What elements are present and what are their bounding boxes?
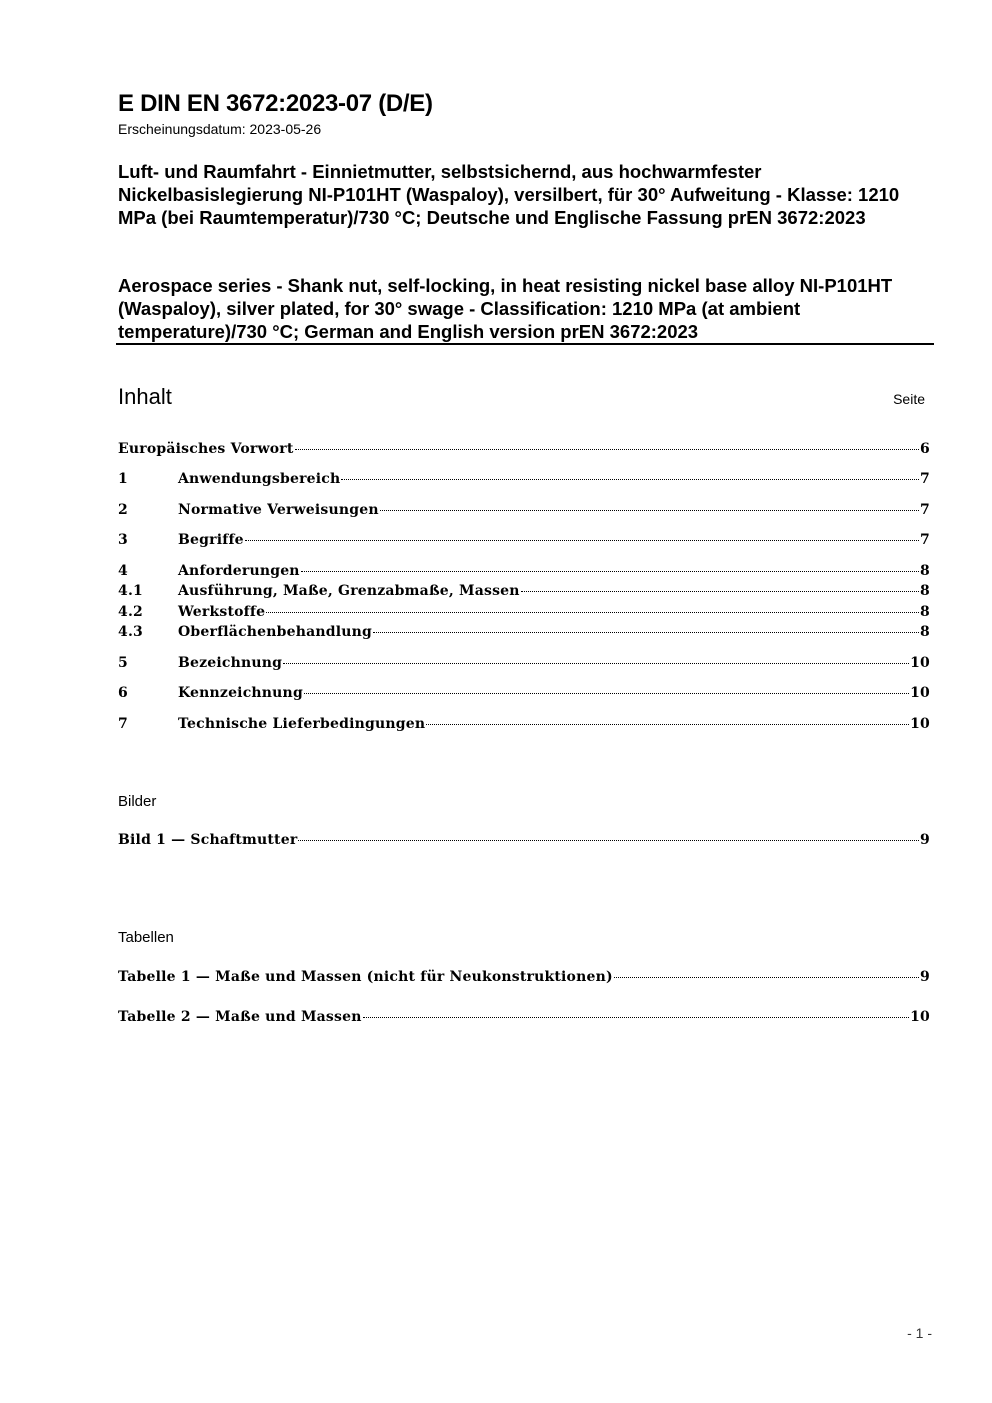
title-divider — [116, 343, 934, 345]
toc-entry-title: Anforderungen — [178, 563, 300, 579]
toc-entry-number: 5 — [118, 655, 128, 671]
figure-entry-title: Bild 1 — Schaftmutter — [118, 832, 298, 848]
toc-entry-number: 3 — [118, 532, 128, 548]
figure-entry-1[interactable] — [118, 832, 930, 851]
toc-entry-title: Kennzeichnung — [178, 685, 303, 701]
table-entry-page: 10 — [910, 1009, 930, 1025]
toc-entry-4-1[interactable] — [118, 583, 930, 602]
toc-leader — [298, 840, 919, 841]
toc-leader — [373, 632, 919, 633]
toc-entry-page: 7 — [920, 471, 930, 487]
title-german: Luft- und Raumfahrt - Einnietmutter, selbstsichernd, aus hochwarmfester Nickelbasislegierung NI-P101HT (Waspaloy), versilbert, für 30° Aufweitung - Klasse: 1210 MPa (bei Raumtemperatur)/730 °C; Deutsche und Englische Fassung prEN 3672:2023 — [118, 161, 900, 228]
toc-entry-title: Normative Verweisungen — [178, 502, 379, 518]
tables-heading: Tabellen — [118, 929, 174, 946]
table-entry-title: Tabelle 2 — Maße und Massen — [118, 1009, 362, 1025]
toc-entry-title: Begriffe — [178, 532, 244, 548]
toc-entry-number: 1 — [118, 471, 128, 487]
toc-leader — [363, 1017, 910, 1018]
figure-entry-page: 9 — [920, 832, 930, 848]
toc-entry-page: 7 — [920, 532, 930, 548]
toc-entry-number: 4.1 — [118, 583, 143, 599]
toc-entry-title: Ausführung, Maße, Grenzabmaße, Massen — [178, 583, 520, 599]
toc-heading: Inhalt — [118, 384, 172, 409]
toc-leader — [341, 479, 919, 480]
toc-entry-number: 4.3 — [118, 624, 143, 640]
toc-entry-4[interactable] — [118, 563, 930, 582]
toc-entry-page: 8 — [920, 604, 930, 620]
footer-page-number: - 1 - — [907, 1325, 932, 1341]
toc-entry-page: 7 — [920, 502, 930, 518]
toc-entry-number: 4 — [118, 563, 128, 579]
table-entry-1[interactable] — [118, 969, 930, 988]
toc-entry-title: Europäisches Vorwort — [118, 441, 294, 457]
toc-leader — [521, 591, 919, 592]
toc-entry-4-3[interactable] — [118, 624, 930, 643]
toc-leader — [295, 449, 920, 450]
toc-entry-page: 8 — [920, 624, 930, 640]
toc-entry-number: 4.2 — [118, 604, 143, 620]
toc-entry-page: 6 — [920, 441, 930, 457]
page-column-label: Seite — [893, 391, 925, 407]
toc-entry-page: 10 — [910, 655, 930, 671]
toc-entry-foreword[interactable] — [118, 441, 930, 460]
toc-leader — [304, 693, 909, 694]
table-entry-title: Tabelle 1 — Maße und Massen (nicht für Neukonstruktionen) — [118, 969, 613, 985]
toc-entry-title: Oberflächenbehandlung — [178, 624, 373, 640]
toc-entry-title: Anwendungsbereich — [178, 471, 341, 487]
toc-leader — [266, 612, 919, 613]
toc-entry-5[interactable] — [118, 655, 930, 674]
publication-date: Erscheinungsdatum: 2023-05-26 — [118, 121, 322, 137]
toc-entry-7[interactable] — [118, 716, 930, 735]
toc-entry-number: 6 — [118, 685, 128, 701]
toc-entry-page: 8 — [920, 583, 930, 599]
toc-entry-6[interactable] — [118, 685, 930, 704]
toc-entry-number: 7 — [118, 716, 128, 732]
toc-entry-page: 10 — [910, 685, 930, 701]
toc-leader — [426, 724, 909, 725]
toc-entry-page: 10 — [910, 716, 930, 732]
table-entry-page: 9 — [920, 969, 930, 985]
toc-entry-title: Werkstoffe — [178, 604, 266, 620]
toc-entry-1[interactable] — [118, 471, 930, 490]
figures-heading: Bilder — [118, 793, 157, 810]
toc-entry-title: Technische Lieferbedingungen — [178, 716, 426, 732]
toc-leader — [614, 977, 919, 978]
table-entry-2[interactable] — [118, 1009, 930, 1028]
toc-leader — [380, 510, 919, 511]
toc-entry-title: Bezeichnung — [178, 655, 283, 671]
toc-entry-3[interactable] — [118, 532, 930, 551]
toc-leader — [283, 663, 909, 664]
toc-entry-4-2[interactable] — [118, 604, 930, 623]
toc-leader — [301, 571, 919, 572]
toc-leader — [245, 540, 919, 541]
title-english: Aerospace series - Shank nut, self-locking, in heat resisting nickel base alloy NI-P101HT (Waspaloy), silver plated, for 30° swage - Classification: 1210 MPa (at ambient temperature)/730 °C; German and English version prEN 3672:2023 — [118, 275, 893, 342]
toc-entry-2[interactable] — [118, 502, 930, 521]
toc-entry-number: 2 — [118, 502, 128, 518]
toc-entry-page: 8 — [920, 563, 930, 579]
document-title: E DIN EN 3672:2023-07 (D/E) — [118, 90, 433, 117]
